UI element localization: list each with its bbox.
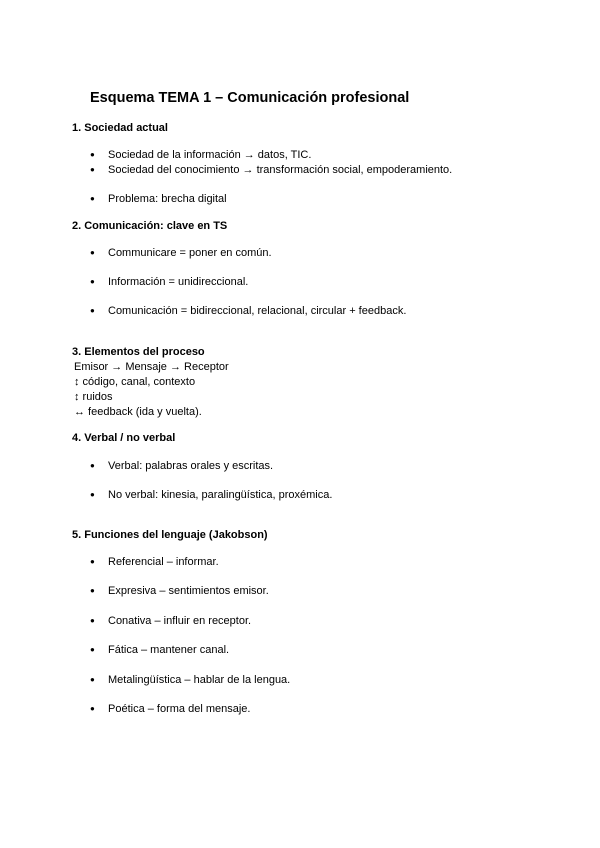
process-line: ↕ ruidos xyxy=(74,391,113,403)
bullet-icon: ● xyxy=(90,616,95,625)
list-item-text: No verbal: kinesia, paralingüística, proxémica. xyxy=(108,489,333,501)
list-item xyxy=(90,584,269,598)
list-item-text: Fática – mantener canal. xyxy=(108,644,230,656)
list-item xyxy=(90,643,229,657)
section-heading: 5. Funciones del lenguaje (Jakobson) xyxy=(72,529,268,541)
section-heading: 4. Verbal / no verbal xyxy=(72,432,176,444)
list-item xyxy=(90,673,290,687)
bullet-icon: ● xyxy=(90,150,95,159)
list-item-text: Sociedad de la información → datos, TIC. xyxy=(108,149,312,161)
bullet-icon: ● xyxy=(90,490,95,499)
list-item-text: Communicare = poner en común. xyxy=(108,247,272,259)
list-item-text: Problema: brecha digital xyxy=(108,193,227,205)
list-item-text: Expresiva – sentimientos emisor. xyxy=(108,585,269,597)
list-item xyxy=(90,702,250,716)
process-line: Emisor → Mensaje → Receptor xyxy=(74,361,229,373)
process-line: ↕ código, canal, contexto xyxy=(74,376,196,388)
document-title: Esquema TEMA 1 – Comunicación profesional xyxy=(90,90,410,106)
bullet-icon: ● xyxy=(90,586,95,595)
list-item-text: Poética – forma del mensaje. xyxy=(108,703,251,715)
bullet-icon: ● xyxy=(90,645,95,654)
list-item xyxy=(90,555,219,569)
list-item-text: Sociedad del conocimiento → transformación social, empoderamiento. xyxy=(108,164,453,176)
list-item xyxy=(90,459,273,473)
list-item xyxy=(90,163,452,177)
list-item-text: Información = unidireccional. xyxy=(108,276,249,288)
list-item xyxy=(90,304,406,318)
section-heading: 3. Elementos del proceso xyxy=(72,346,205,358)
list-item xyxy=(90,275,248,289)
list-item-text: Conativa – influir en receptor. xyxy=(108,615,252,627)
list-item-text: Referencial – informar. xyxy=(108,556,219,568)
bullet-icon: ● xyxy=(90,704,95,713)
bullet-icon: ● xyxy=(90,194,95,203)
bullet-icon: ● xyxy=(90,306,95,315)
bullet-icon: ● xyxy=(90,165,95,174)
section-heading: 1. Sociedad actual xyxy=(72,122,168,134)
list-item-text: Metalingüística – hablar de la lengua. xyxy=(108,674,291,686)
list-item xyxy=(90,148,311,162)
list-item xyxy=(90,488,332,502)
section-heading: 2. Comunicación: clave en TS xyxy=(72,220,228,232)
bullet-icon: ● xyxy=(90,248,95,257)
list-item xyxy=(90,192,227,206)
bullet-icon: ● xyxy=(90,675,95,684)
list-item-text: Comunicación = bidireccional, relacional, circular + feedback. xyxy=(108,305,407,317)
bullet-icon: ● xyxy=(90,557,95,566)
list-item-text: Verbal: palabras orales y escritas. xyxy=(108,460,274,472)
bullet-icon: ● xyxy=(90,277,95,286)
list-item xyxy=(90,246,272,260)
bullet-icon: ● xyxy=(90,461,95,470)
process-line: ↔ feedback (ida y vuelta). xyxy=(74,406,202,418)
list-item xyxy=(90,614,251,628)
